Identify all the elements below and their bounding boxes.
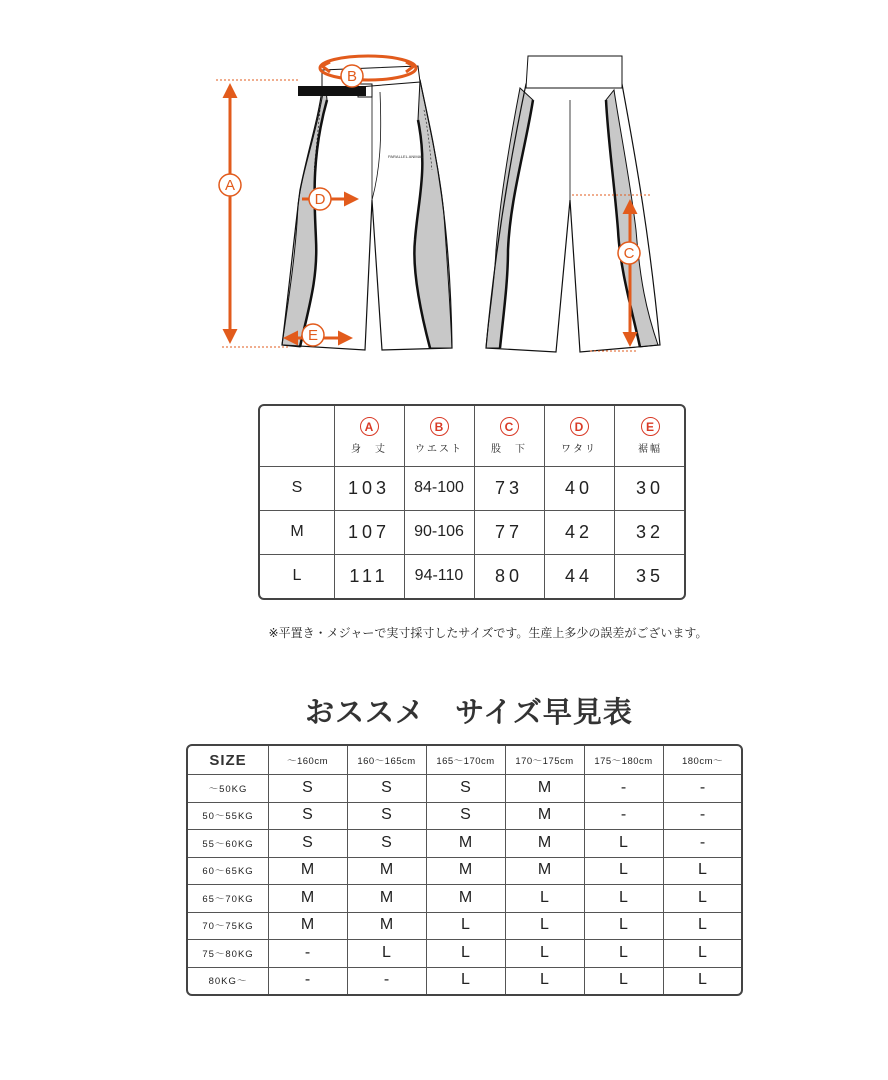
recommend-cell: M <box>458 861 473 879</box>
col-a-badge: A <box>360 417 379 436</box>
cell-m-a: 107 <box>347 521 391 542</box>
col-b-badge: B <box>430 417 449 436</box>
header-col-c <box>474 406 544 466</box>
height-header: 〜160cm <box>286 756 328 767</box>
col-d-badge: D <box>570 417 589 436</box>
recommend-cell: M <box>537 861 552 879</box>
recommend-cell: M <box>458 888 473 906</box>
cell-m-e: 32 <box>635 521 665 542</box>
recommend-cell: L <box>619 943 628 961</box>
weight-label: 65〜70KG <box>202 893 254 905</box>
recommend-cell: S <box>460 778 471 796</box>
cell-m-d: 42 <box>564 521 594 542</box>
front-view-illustration <box>282 66 452 350</box>
corner-size-label: SIZE <box>209 751 247 769</box>
cell-l-a: 111 <box>349 565 389 586</box>
recommend-cell: - <box>304 971 311 989</box>
cell-m-c: 77 <box>494 521 524 542</box>
cell-s-c: 73 <box>494 477 524 498</box>
recommend-cell: S <box>381 806 392 824</box>
height-header: 175〜180cm <box>594 756 653 767</box>
recommend-cell: M <box>379 888 394 906</box>
weight-label: 70〜75KG <box>202 921 254 933</box>
recommend-cell: M <box>379 916 394 934</box>
col-e-label: 裾幅 <box>638 444 662 455</box>
cell-m-b: 90-106 <box>414 523 464 540</box>
recommend-cell: S <box>302 806 313 824</box>
col-e-badge: E <box>641 417 660 436</box>
recommend-cell: - <box>699 806 706 824</box>
recommend-cell: - <box>620 778 627 796</box>
recommend-cell: M <box>537 778 552 796</box>
measure-d-letter: D <box>314 191 326 208</box>
header-col-d <box>544 406 614 466</box>
cell-s-e: 30 <box>635 477 665 498</box>
recommend-cell: L <box>619 916 628 934</box>
recommend-cell: M <box>300 888 315 906</box>
recommend-cell: M <box>379 861 394 879</box>
recommend-cell: L <box>540 971 549 989</box>
height-header: 160〜165cm <box>357 756 416 767</box>
recommend-cell: - <box>699 778 706 796</box>
recommend-cell: M <box>458 833 473 851</box>
recommend-cell: S <box>381 778 392 796</box>
weight-label: 〜50KG <box>208 783 248 795</box>
cell-s-b: 84-100 <box>414 479 464 496</box>
recommend-cell: S <box>460 806 471 824</box>
height-header: 180cm〜 <box>681 756 723 767</box>
row-size-s: S <box>291 479 303 496</box>
header-col-e <box>614 406 686 466</box>
weight-label: 80KG〜 <box>208 976 248 988</box>
recommend-cell: L <box>698 916 707 934</box>
recommend-cell: S <box>302 833 313 851</box>
recommend-cell: L <box>619 888 628 906</box>
weight-label: 55〜60KG <box>202 838 254 850</box>
recommend-cell: S <box>302 778 313 796</box>
col-d-label: ワタリ <box>561 444 597 455</box>
cell-s-d: 40 <box>564 477 594 498</box>
cell-l-e: 35 <box>635 565 665 586</box>
size-recommendation-table <box>186 744 743 996</box>
recommend-title: おススメ サイズ早見表 <box>305 695 633 729</box>
recommend-cell: L <box>698 888 707 906</box>
brand-label: PARALLEL ANIMAL <box>388 154 424 159</box>
cell-l-b: 94-110 <box>414 567 464 584</box>
row-size-l: L <box>292 567 302 584</box>
recommend-cell: L <box>540 888 549 906</box>
header-col-b <box>404 406 474 466</box>
pants-measurement-diagram <box>0 0 888 380</box>
col-c-label: 股 下 <box>491 444 527 455</box>
recommend-cell: L <box>619 861 628 879</box>
cell-l-d: 44 <box>564 565 594 586</box>
recommend-cell: S <box>381 833 392 851</box>
recommend-cell: M <box>300 861 315 879</box>
recommend-cell: L <box>698 971 707 989</box>
size-measurement-table <box>258 404 686 600</box>
col-c-badge: C <box>500 417 519 436</box>
col-a-label: 身 丈 <box>351 444 387 455</box>
recommend-cell: L <box>461 916 470 934</box>
back-view-illustration <box>486 56 660 352</box>
recommend-cell: M <box>537 833 552 851</box>
recommend-cell: L <box>461 943 470 961</box>
recommend-cell: - <box>699 833 706 851</box>
col-b-label: ウエスト <box>415 444 463 455</box>
row-size-m: M <box>290 523 304 540</box>
recommend-cell: L <box>619 833 628 851</box>
weight-label: 60〜65KG <box>202 866 254 878</box>
recommend-cell: L <box>619 971 628 989</box>
recommend-cell: L <box>698 943 707 961</box>
cell-l-c: 80 <box>494 565 524 586</box>
recommend-cell: - <box>304 943 311 961</box>
weight-label: 75〜80KG <box>202 948 254 960</box>
cell-s-a: 103 <box>347 477 391 498</box>
header-col-a <box>334 406 404 466</box>
recommend-cell: M <box>300 916 315 934</box>
height-header: 165〜170cm <box>436 756 495 767</box>
height-header: 170〜175cm <box>515 756 574 767</box>
weight-label: 50〜55KG <box>202 811 254 823</box>
recommend-cell: L <box>540 916 549 934</box>
measure-c-letter: C <box>623 245 635 262</box>
measure-b-letter: B <box>346 68 358 85</box>
measurement-note: ※平置き・メジャーで実寸採寸したサイズです。生産上多少の誤差がございます。 <box>268 626 708 640</box>
recommend-cell: - <box>383 971 390 989</box>
recommend-cell: M <box>537 806 552 824</box>
recommend-cell: L <box>461 971 470 989</box>
recommend-cell: L <box>698 861 707 879</box>
recommend-cell: L <box>382 943 391 961</box>
measure-a-letter: A <box>224 177 236 194</box>
recommend-cell: - <box>620 806 627 824</box>
recommend-cell: L <box>540 943 549 961</box>
measure-e-letter: E <box>307 327 319 344</box>
